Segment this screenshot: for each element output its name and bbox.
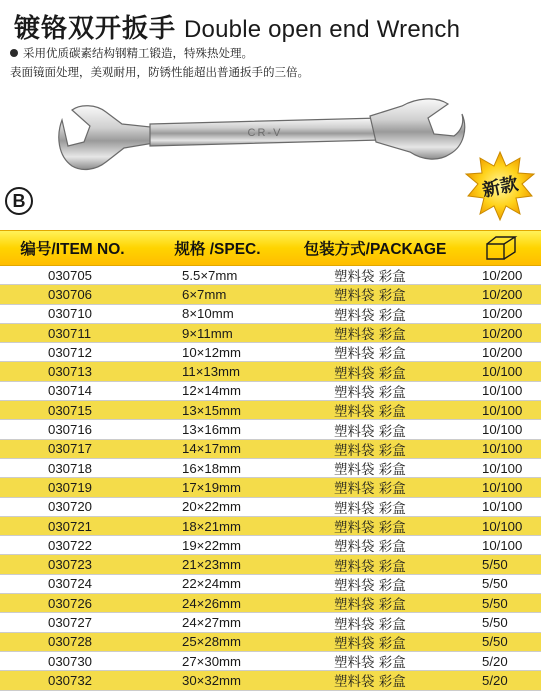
- cell-spec: 13×15mm: [182, 402, 242, 418]
- cell-item-no: 030723: [48, 557, 93, 573]
- product-table: [0, 230, 541, 691]
- cell-item-no: 030718: [48, 460, 93, 476]
- wrench-icon: [50, 90, 470, 190]
- cell-package: 塑料袋 彩盒: [334, 423, 406, 440]
- table-row: [0, 420, 541, 439]
- cell-spec: 21×23mm: [182, 557, 242, 573]
- table-row: [0, 498, 541, 517]
- cell-item-no: 030714: [48, 383, 93, 399]
- cell-package: 塑料袋 彩盒: [334, 307, 406, 324]
- table-row: [0, 382, 541, 401]
- carton-box-icon: [460, 235, 541, 261]
- feature-line-1: 采用优质碳素结构钢精工锻造，特殊热处理。: [22, 44, 309, 63]
- cell-quantity: 10/200: [482, 325, 523, 341]
- cell-spec: 24×27mm: [182, 614, 242, 630]
- cell-quantity: 5/20: [482, 653, 508, 669]
- wrench-stamp-text: CR-V: [247, 127, 283, 139]
- cell-quantity: 5/50: [482, 557, 508, 573]
- cell-spec: 20×22mm: [182, 499, 242, 515]
- cell-item-no: 030705: [48, 267, 93, 283]
- cell-package: 塑料袋 彩盒: [334, 577, 406, 594]
- cell-package: 塑料袋 彩盒: [334, 442, 406, 459]
- cell-package: 塑料袋 彩盒: [334, 655, 406, 672]
- cell-item-no: 030728: [48, 634, 93, 650]
- wrench-product-image: [50, 90, 470, 190]
- table-body: [0, 266, 541, 691]
- table-header: [0, 230, 541, 266]
- table-row: [0, 324, 541, 343]
- cell-package: 塑料袋 彩盒: [334, 365, 406, 382]
- cell-item-no: 030724: [48, 576, 93, 592]
- cell-spec: 12×14mm: [182, 383, 242, 399]
- cell-quantity: 10/100: [482, 499, 523, 515]
- cell-package: 塑料袋 彩盒: [334, 500, 406, 517]
- cell-spec: 25×28mm: [182, 634, 242, 650]
- cell-spec: 6×7mm: [182, 286, 227, 302]
- cell-spec: 8×10mm: [182, 306, 234, 322]
- page-title: [14, 8, 460, 44]
- cell-package: 塑料袋 彩盒: [334, 520, 406, 537]
- cell-item-no: 030727: [48, 614, 93, 630]
- cell-quantity: 10/100: [482, 518, 523, 534]
- cell-item-no: 030717: [48, 441, 93, 457]
- cell-spec: 14×17mm: [182, 441, 242, 457]
- cell-quantity: 10/100: [482, 537, 523, 553]
- cell-quantity: 10/100: [482, 460, 523, 476]
- cell-spec: 10×12mm: [182, 344, 242, 360]
- new-badge-label: 新款: [480, 173, 521, 202]
- cell-package: 塑料袋 彩盒: [334, 462, 406, 479]
- new-badge: [464, 150, 536, 222]
- cell-quantity: 10/200: [482, 344, 523, 360]
- cell-package: 塑料袋 彩盒: [334, 539, 406, 556]
- cell-quantity: 5/50: [482, 576, 508, 592]
- table-row: [0, 517, 541, 536]
- cell-spec: 16×18mm: [182, 460, 242, 476]
- cell-package: 塑料袋 彩盒: [334, 616, 406, 633]
- cell-quantity: 5/50: [482, 614, 508, 630]
- cell-quantity: 10/200: [482, 286, 523, 302]
- table-row: [0, 266, 541, 285]
- cell-quantity: 10/200: [482, 306, 523, 322]
- cell-spec: 27×30mm: [182, 653, 242, 669]
- cell-spec: 13×16mm: [182, 422, 242, 438]
- table-row: [0, 440, 541, 459]
- cell-spec: 19×22mm: [182, 537, 242, 553]
- table-row: [0, 652, 541, 671]
- feature-line-2: 表面镜面处理，美观耐用，防锈性能超出普通扳手的三倍。: [10, 65, 309, 79]
- header-package: 包装方式/PACKAGE: [303, 241, 447, 258]
- section-label: B: [5, 187, 33, 215]
- cell-package: 塑料袋 彩盒: [334, 597, 406, 614]
- cell-item-no: 030712: [48, 344, 93, 360]
- cell-package: 塑料袋 彩盒: [334, 269, 406, 286]
- cell-package: 塑料袋 彩盒: [334, 384, 406, 401]
- table-row: [0, 671, 541, 690]
- table-row: [0, 305, 541, 324]
- cell-quantity: 10/100: [482, 479, 523, 495]
- cell-spec: 11×13mm: [182, 364, 241, 380]
- cell-spec: 18×21mm: [182, 518, 242, 534]
- header-item-no: 编号/ITEM NO.: [20, 241, 125, 258]
- table-row: [0, 575, 541, 594]
- cell-quantity: 5/20: [482, 672, 508, 688]
- cell-quantity: 10/200: [482, 267, 523, 283]
- cell-item-no: 030716: [48, 422, 93, 438]
- table-row: [0, 555, 541, 574]
- table-row: [0, 633, 541, 652]
- table-row: [0, 594, 541, 613]
- cell-item-no: 030721: [48, 518, 93, 534]
- cell-quantity: 10/100: [482, 441, 523, 457]
- title-english: Double open end Wrench: [184, 16, 461, 43]
- cell-spec: 22×24mm: [182, 576, 242, 592]
- cell-item-no: 030732: [48, 672, 93, 688]
- cell-package: 塑料袋 彩盒: [334, 558, 406, 575]
- header-spec: 规格 /SPEC.: [174, 241, 261, 258]
- cell-item-no: 030706: [48, 286, 93, 302]
- cell-item-no: 030719: [48, 479, 93, 495]
- table-row: [0, 285, 541, 304]
- cell-spec: 30×32mm: [182, 672, 242, 688]
- cell-quantity: 10/100: [482, 383, 523, 399]
- cell-item-no: 030711: [48, 325, 92, 341]
- cell-spec: 5.5×7mm: [182, 267, 238, 283]
- cell-package: 塑料袋 彩盒: [334, 327, 406, 344]
- cell-item-no: 030730: [48, 653, 93, 669]
- bullet-icon: [10, 49, 18, 57]
- cell-quantity: 10/100: [482, 364, 523, 380]
- table-row: [0, 536, 541, 555]
- cell-spec: 24×26mm: [182, 595, 242, 611]
- cell-quantity: 5/50: [482, 595, 508, 611]
- table-row: [0, 343, 541, 362]
- cell-item-no: 030715: [48, 402, 93, 418]
- cell-item-no: 030710: [48, 306, 93, 322]
- cell-package: 塑料袋 彩盒: [334, 674, 406, 691]
- table-row: [0, 613, 541, 632]
- cell-quantity: 5/50: [482, 634, 508, 650]
- cell-item-no: 030720: [48, 499, 93, 515]
- table-row: [0, 362, 541, 381]
- title-chinese: 镀铬双开扳手: [14, 14, 177, 44]
- feature-list: [10, 44, 309, 82]
- cell-item-no: 030722: [48, 537, 93, 553]
- cell-item-no: 030713: [48, 364, 93, 380]
- cell-package: 塑料袋 彩盒: [334, 635, 406, 652]
- cell-package: 塑料袋 彩盒: [334, 288, 406, 305]
- cell-spec: 9×11mm: [182, 325, 233, 341]
- cell-spec: 17×19mm: [182, 479, 242, 495]
- cell-package: 塑料袋 彩盒: [334, 404, 406, 421]
- cell-quantity: 10/100: [482, 402, 523, 418]
- table-row: [0, 459, 541, 478]
- cell-item-no: 030726: [48, 595, 93, 611]
- cell-quantity: 10/100: [482, 422, 523, 438]
- cell-package: 塑料袋 彩盒: [334, 481, 406, 498]
- table-row: [0, 478, 541, 497]
- cell-package: 塑料袋 彩盒: [334, 346, 406, 363]
- table-row: [0, 401, 541, 420]
